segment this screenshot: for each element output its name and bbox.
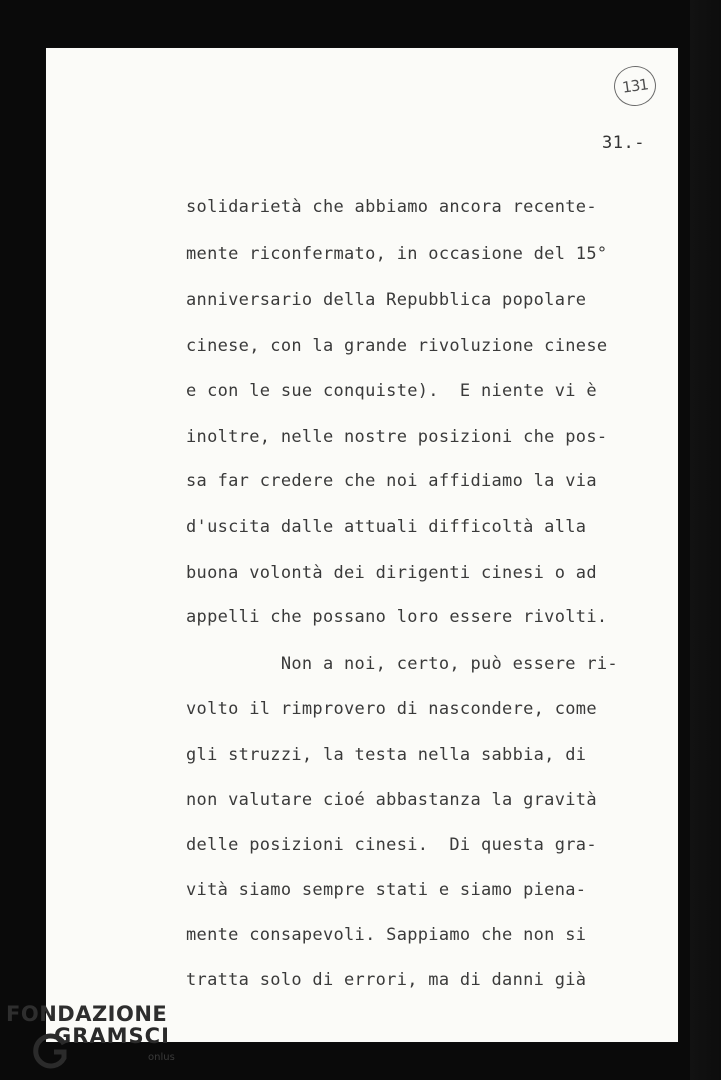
backdrop-edge — [690, 0, 721, 1080]
text-line: anniversario della Repubblica popolare — [186, 290, 587, 310]
text-line: e con le sue conquiste). E niente vi è — [186, 381, 597, 401]
text-line: mente riconfermato, in occasione del 15° — [186, 244, 608, 264]
archive-number-stamp: 131 — [611, 63, 658, 108]
text-line: non valutare cioé abbastanza la gravità — [186, 790, 597, 810]
text-line: vità siamo sempre stati e siamo piena- — [186, 880, 587, 900]
logo-word-fondazione: FONDAZIONE — [6, 1002, 168, 1026]
text-line: buona volontà dei dirigenti cinesi o ad — [186, 563, 597, 583]
text-line: volto il rimprovero di nascondere, come — [186, 699, 597, 719]
page-number: 31.- — [602, 133, 645, 153]
text-line: gli struzzi, la testa nella sabbia, di — [186, 745, 587, 765]
text-line: Non a noi, certo, può essere ri- — [186, 654, 618, 674]
logo-word-gramsci: GRAMSCI — [54, 1024, 170, 1048]
text-line: appelli che possano loro essere rivolti. — [186, 607, 608, 627]
text-line: sa far credere che noi affidiamo la via — [186, 471, 597, 491]
text-line: cinese, con la grande rivoluzione cinese — [186, 336, 608, 356]
text-line: d'uscita dalle attuali difficoltà alla — [186, 517, 587, 537]
logo-word-onlus: onlus — [148, 1052, 175, 1063]
text-line: delle posizioni cinesi. Di questa gra- — [186, 835, 597, 855]
text-line: tratta solo di errori, ma di danni già — [186, 970, 587, 990]
text-line: inoltre, nelle nostre posizioni che pos- — [186, 427, 608, 447]
text-line: solidarietà che abbiamo ancora recente- — [186, 197, 597, 217]
fondazione-gramsci-logo — [6, 1000, 206, 1080]
text-line: mente consapevoli. Sappiamo che non si — [186, 925, 587, 945]
